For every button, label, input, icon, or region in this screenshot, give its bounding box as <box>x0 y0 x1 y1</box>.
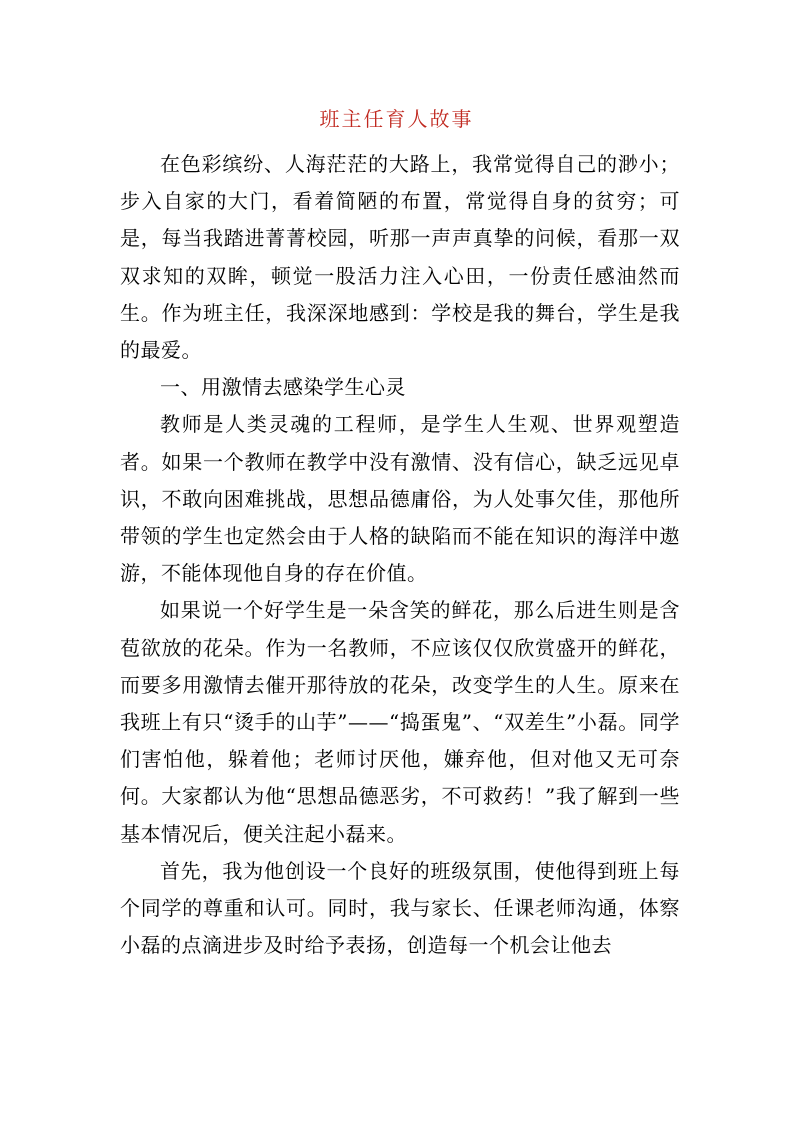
paragraph-teacher-role: 教师是人类灵魂的工程师，是学生人生观、世界观塑造者。如果一个教师在教学中没有激情、没有信心，缺乏远见卓识，不敢向困难挑战，思想品德庸俗，为人处事欠佳，那他所带领的学生也定然会由于人格的缺陷而不能在知识的海洋中遨游，不能体现他自身的存在价值。 <box>120 412 680 586</box>
document-body <box>120 146 680 964</box>
paragraph-first-steps: 首先，我为他创设一个良好的班级氛围，使他得到班上每个同学的尊重和认可。同时，我与家长、任课老师沟通，体察小磊的点滴进步及时给予表扬，创造每一个机会让他去 <box>120 858 680 958</box>
section-heading: 一、用激情去感染学生心灵 <box>160 375 406 400</box>
document-title: 班主任育人故事 <box>319 107 474 131</box>
paragraph-intro: 在色彩缤纷、人海茫茫的大路上，我常觉得自己的渺小；步入自家的大门，看着简陋的布置，常觉得自身的贫穷；可是，每当我踏进菁菁校园，听那一声声真挚的问候，看那一双双求知的双眸，顿觉一股活力注入心田，一份责任感油然而生。作为班主任，我深深地感到：学校是我的舞台，学生是我的最爱。 <box>120 152 680 363</box>
paragraph-xiaolei-story: 如果说一个好学生是一朵含笑的鲜花，那么后进生则是含苞欲放的花朵。作为一名教师，不应该仅仅欣赏盛开的鲜花，而要多用激情去催开那待放的花朵，改变学生的人生。原来在我班上有只“烫手的山芋”——“捣蛋鬼”、“双差生”小磊。同学们害怕他，躲着他；老师讨厌他，嫌弃他，但对他又无可奈何。大家都认为他“思想品德恶劣，不可救药！”我了解到一些基本情况后，便关注起小磊来。 <box>120 598 680 846</box>
